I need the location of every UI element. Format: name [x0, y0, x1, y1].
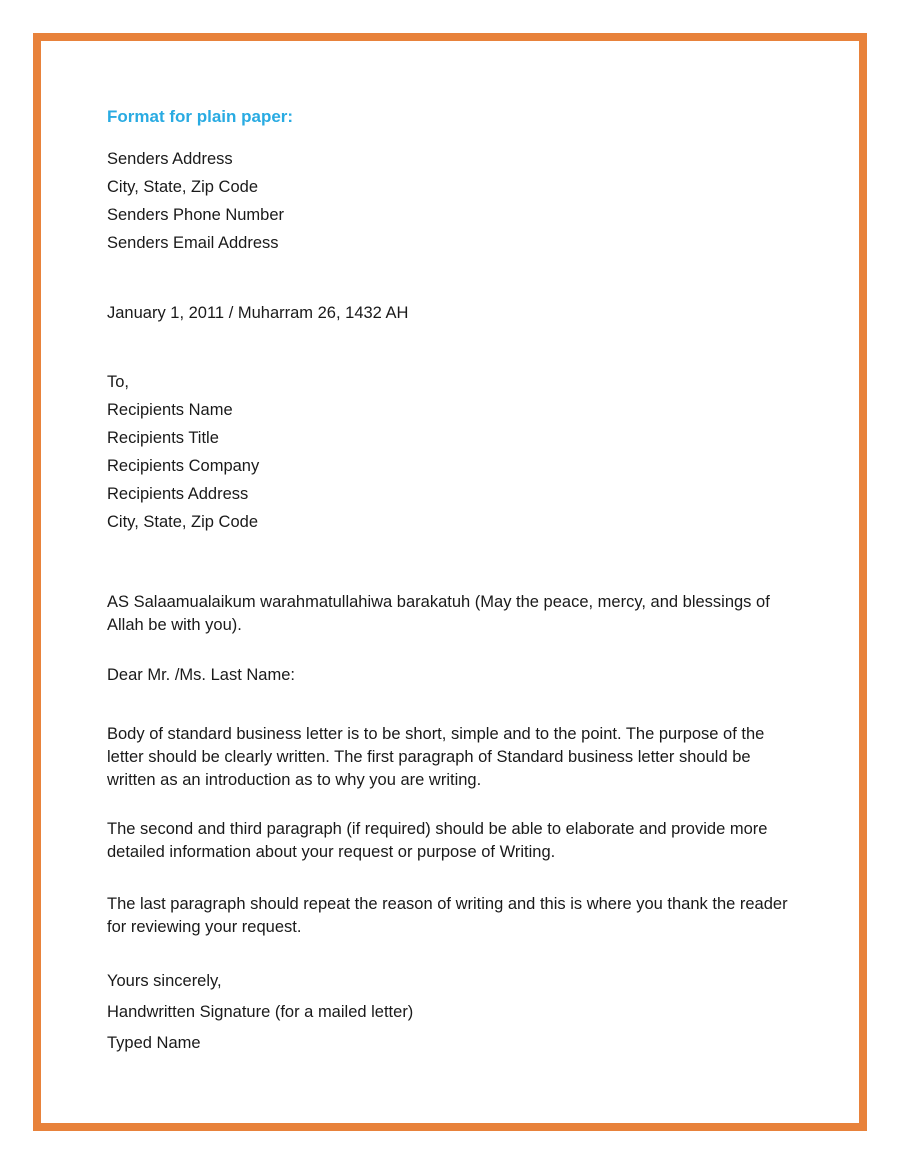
closing-block: [107, 967, 807, 1057]
sender-email-line: Senders Email Address: [107, 234, 279, 252]
sender-address-line: Senders Address: [107, 150, 233, 168]
date-line: January 1, 2011 / Muharram 26, 1432 AH: [107, 304, 409, 322]
sender-city-line: City, State, Zip Code: [107, 178, 259, 196]
sender-address-block: [107, 145, 807, 257]
letter-content: [107, 107, 807, 1060]
format-heading: Format for plain paper:: [107, 107, 294, 126]
salutation-line: Dear Mr. /Ms. Last Name:: [107, 666, 295, 684]
closing-sincerely-line: Yours sincerely,: [107, 972, 222, 990]
signature-line: Handwritten Signature (for a mailed letter): [107, 1003, 414, 1021]
recipient-to-line: To,: [107, 373, 130, 391]
islamic-greeting: AS Salaamualaikum warahmatullahiwa barakatuh (May the peace, mercy, and blessings of Allah be with you).: [107, 593, 770, 634]
recipient-address-block: [107, 368, 807, 536]
recipient-address-line: Recipients Address: [107, 485, 249, 503]
body-paragraph-2: The second and third paragraph (if required) should be able to elaborate and provide more detailed information about your request or purpose of Writing.: [107, 820, 768, 861]
body-paragraph-1: Body of standard business letter is to be short, simple and to the point. The purpose of the letter should be clearly written. The first paragraph of Standard business letter should be written as an introduction as to why you are writing.: [107, 725, 765, 789]
typed-name-line: Typed Name: [107, 1034, 201, 1052]
recipient-name-line: Recipients Name: [107, 401, 233, 419]
body-paragraph-3: The last paragraph should repeat the reason of writing and this is where you thank the reader for reviewing your request.: [107, 895, 788, 936]
recipient-title-line: Recipients Title: [107, 429, 219, 447]
sender-phone-line: Senders Phone Number: [107, 206, 285, 224]
recipient-company-line: Recipients Company: [107, 457, 260, 475]
recipient-city-line: City, State, Zip Code: [107, 513, 259, 531]
